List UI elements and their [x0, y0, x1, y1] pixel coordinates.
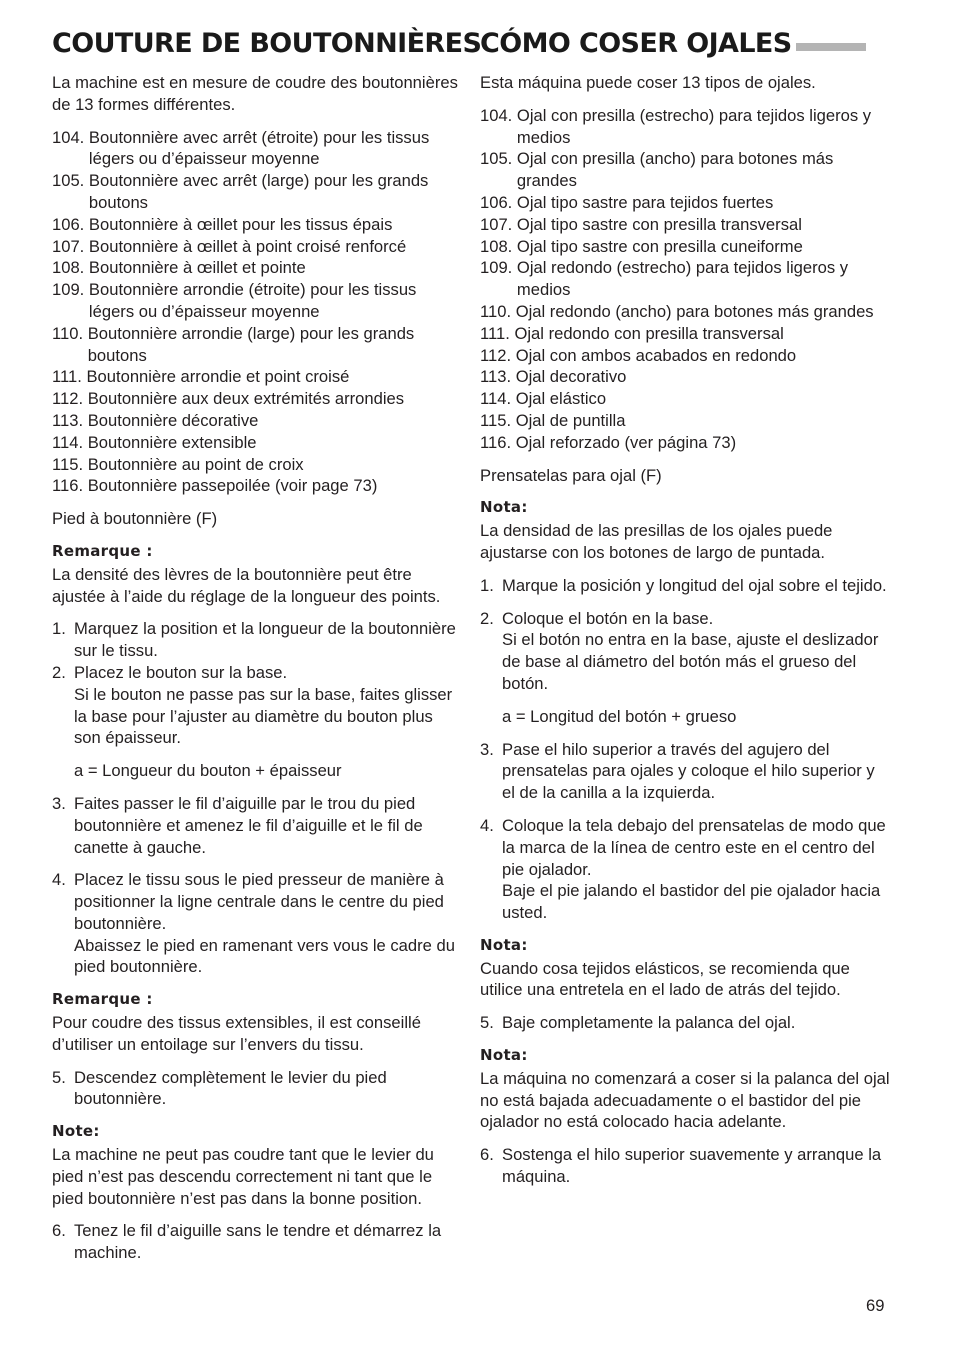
step-text: Sostenga el hilo superior suavemente y arranque la máquina. — [502, 1145, 882, 1187]
note-text: La machine ne peut pas coudre tant que le levier du pied n’est pas descendu correctement ni tant que le pied boutonnière n’est pas dans la bonne position. — [52, 1145, 434, 1208]
heading-bar — [796, 43, 866, 51]
list-item — [52, 366, 462, 388]
item-text: Boutonnière avec arrêt (étroite) pour les tissus légers ou d’épaisseur moyenne — [88, 127, 430, 169]
note-text: Pour coudre des tissus extensibles, il est conseillé d’utiliser un entoilage sur l’envers du tissu. — [52, 1013, 421, 1054]
step-1 — [52, 618, 462, 662]
item-number: 106. — [52, 214, 89, 234]
spanish-intro: Esta máquina puede coser 13 tipos de ojales. — [480, 73, 816, 92]
list-item — [52, 170, 462, 214]
item-number: 105. — [480, 149, 517, 169]
item-text: Ojal tipo sastre para tejidos fuertes — [516, 192, 774, 212]
item-text: Ojal con presilla (estrecho) para tejidos ligeros y medios — [516, 105, 872, 147]
spanish-steps-continued — [480, 1012, 892, 1034]
list-item — [52, 410, 462, 432]
step-number: 1. — [52, 619, 66, 639]
item-number: 107. — [480, 214, 517, 234]
step-text: Coloque el botón en la base. — [502, 608, 714, 628]
item-number: 115. — [480, 410, 516, 430]
item-number: 109. — [52, 280, 89, 300]
item-number: 105. — [52, 171, 89, 191]
french-note-density — [52, 541, 462, 607]
list-item — [52, 236, 462, 258]
list-item — [480, 323, 892, 345]
note-title: Note: — [52, 1122, 100, 1141]
step-detail: Abaissez le pied en ramenant vers vous le cadre du pied boutonnière. — [74, 935, 455, 977]
list-item — [480, 432, 892, 454]
item-text: Ojal tipo sastre con presilla transversal — [516, 214, 802, 234]
step-text: Faites passer le fil d’aiguille par le trou du pied boutonnière et amenez le fil d’aiguille et le fil de canette à gauche. — [74, 793, 423, 857]
item-number: 112. — [52, 389, 88, 409]
french-heading: COUTURE DE BOUTONNIÈRES — [52, 28, 482, 60]
french-note-stretch — [52, 989, 462, 1055]
item-number: 111. — [480, 323, 515, 343]
spanish-steps — [480, 575, 892, 924]
list-item — [52, 388, 462, 410]
item-text: Ojal redondo con presilla transversal — [514, 323, 784, 343]
step-formula: a = Longitud del botón + grueso — [502, 706, 737, 726]
french-intro: La machine est en mesure de coudre des boutonnières de 13 formes différentes. — [52, 73, 458, 114]
spanish-foot-label: Prensatelas para ojal (F) — [480, 465, 662, 485]
step-4 — [52, 869, 462, 978]
note-title: Nota: — [480, 498, 528, 517]
item-text: Ojal con ambos acabados en redondo — [515, 345, 797, 365]
step-number: 6. — [480, 1145, 494, 1165]
note-title: Nota: — [480, 1046, 528, 1065]
step-detail: Si le bouton ne passe pas sur la base, faites glisser la base pour l’ajuster au diamètre du bouton plus son épaisseur. — [74, 684, 453, 748]
list-item — [480, 214, 892, 236]
item-number: 114. — [480, 389, 516, 409]
list-item — [480, 192, 892, 214]
step-text: Tenez le fil d’aiguille sans le tendre et démarrez la machine. — [74, 1221, 442, 1263]
item-number: 109. — [480, 258, 517, 278]
item-text: Boutonnière arrondie (étroite) pour les tissus légers ou d’épaisseur moyenne — [88, 280, 417, 321]
list-item — [52, 454, 462, 476]
item-number: 113. — [480, 367, 516, 387]
item-text: Ojal elástico — [515, 389, 607, 409]
list-item — [52, 279, 462, 323]
step-text: Placez le tissu sous le pied presseur de manière à positionner la ligne centrale dans le centre du pied boutonnière. — [74, 870, 444, 933]
list-item — [480, 105, 892, 149]
item-text: Ojal reforzado (ver página 73) — [515, 432, 737, 452]
item-text: Ojal de puntilla — [515, 410, 626, 430]
item-text: Boutonnière arrondie et point croisé — [86, 367, 350, 387]
item-text: Boutonnière à œillet à point croisé renforcé — [88, 236, 407, 256]
step-5 — [480, 1012, 892, 1034]
note-text: La densidad de las presillas de los ojales puede ajustarse con los botones de largo de puntada. — [480, 521, 833, 562]
item-text: Ojal redondo (estrecho) para tejidos ligeros y medios — [516, 258, 849, 300]
list-item — [480, 236, 892, 258]
note-text: Cuando cosa tejidos elásticos, se recomienda que utilice una entretela en el lado de atrás del tejido. — [480, 958, 850, 1000]
french-foot-label: Pied à boutonnière (F) — [52, 509, 218, 529]
spanish-heading: CÓMO COSER OJALES — [480, 28, 792, 60]
step-detail: Si el botón no entra en la base, ajuste el deslizador de base al diámetro del botón más el grueso del botón. — [502, 630, 879, 693]
step-6 — [480, 1144, 892, 1188]
item-text: Boutonnière décorative — [87, 410, 259, 430]
step-detail: Baje el pie jalando el bastidor del pie ojalador hacia usted. — [502, 881, 881, 923]
item-number: 115. — [52, 454, 88, 474]
item-text: Boutonnière avec arrêt (large) pour les grands boutons — [88, 171, 429, 212]
french-column — [52, 28, 482, 1275]
item-text: Ojal con presilla (ancho) para botones más grandes — [516, 149, 834, 191]
step-text: Marquez la position et la longueur de la boutonnière sur le tissu. — [74, 619, 456, 661]
item-text: Boutonnière au point de croix — [87, 454, 304, 474]
list-item — [480, 257, 892, 301]
step-text: Baje completamente la palanca del ojal. — [502, 1013, 796, 1033]
spanish-note-lever — [480, 1045, 892, 1133]
item-text: Ojal decorativo — [515, 367, 627, 387]
list-item — [480, 345, 892, 367]
item-text: Ojal tipo sastre con presilla cuneiforme — [516, 236, 803, 256]
note-title: Remarque : — [52, 990, 153, 1009]
spanish-buttonhole-list — [480, 105, 892, 454]
item-number: 116. — [52, 476, 88, 496]
step-1 — [480, 575, 892, 597]
item-number: 108. — [480, 236, 517, 256]
spanish-steps-final — [480, 1144, 892, 1188]
french-steps — [52, 618, 462, 978]
item-number: 112. — [480, 345, 516, 365]
step-number: 1. — [480, 575, 494, 595]
step-4 — [480, 815, 892, 924]
item-number: 114. — [52, 432, 88, 452]
list-item — [480, 388, 892, 410]
step-number: 3. — [52, 793, 66, 813]
item-text: Boutonnière à œillet et pointe — [88, 258, 306, 278]
note-title: Nota: — [480, 935, 528, 954]
item-number: 106. — [480, 192, 517, 212]
list-item — [480, 148, 892, 192]
note-text: La densité des lèvres de la boutonnière peut être ajustée à l’aide du réglage de la longueur des points. — [52, 564, 441, 606]
list-item — [52, 475, 462, 497]
step-text: Coloque la tela debajo del prensatelas de modo que la marca de la línea de centro este en el centro del pie ojalador. — [502, 815, 886, 879]
spanish-column — [480, 28, 892, 1199]
list-item — [52, 127, 462, 171]
spanish-note-density — [480, 497, 892, 563]
list-item — [480, 410, 892, 432]
item-number: 111. — [52, 367, 87, 387]
item-text: Boutonnière à œillet pour les tissus épais — [88, 214, 393, 234]
french-buttonhole-list — [52, 127, 462, 498]
step-number: 6. — [52, 1221, 66, 1241]
step-number: 5. — [52, 1067, 66, 1087]
item-number: 110. — [480, 301, 516, 321]
step-text: Descendez complètement le levier du pied boutonnière. — [74, 1067, 387, 1109]
item-text: Boutonnière aux deux extrémités arrondies — [87, 389, 405, 409]
step-number: 2. — [52, 662, 66, 682]
item-number: 107. — [52, 236, 89, 256]
step-text: Pase el hilo superior a través del agujero del prensatelas para ojales y coloque el hilo superior y el de la canilla a la izquierda. — [502, 739, 875, 803]
item-number: 104. — [480, 105, 517, 125]
list-item — [52, 432, 462, 454]
spanish-note-stretch — [480, 935, 892, 1001]
french-steps-continued — [52, 1067, 462, 1111]
spanish-heading-row — [480, 28, 892, 60]
item-text: Boutonnière arrondie (large) pour les grands boutons — [87, 323, 415, 365]
list-item — [480, 366, 892, 388]
item-number: 104. — [52, 127, 89, 147]
item-text: Ojal redondo (ancho) para botones más grandes — [515, 301, 874, 321]
step-3 — [52, 793, 462, 858]
step-number: 3. — [480, 739, 494, 759]
note-title: Remarque : — [52, 541, 153, 560]
step-number: 4. — [480, 815, 494, 835]
french-note-lever — [52, 1121, 462, 1209]
step-formula: a = Longueur du bouton + épaisseur — [74, 761, 342, 781]
step-2 — [480, 608, 892, 728]
list-item — [52, 323, 462, 367]
item-text: Boutonnière extensible — [87, 432, 257, 452]
french-heading-row — [52, 28, 482, 60]
step-5 — [52, 1067, 462, 1111]
item-number: 110. — [52, 323, 88, 343]
step-3 — [480, 739, 892, 804]
list-item — [52, 214, 462, 236]
step-6 — [52, 1220, 462, 1264]
french-steps-final — [52, 1220, 462, 1264]
step-text: Placez le bouton sur la base. — [74, 662, 288, 682]
list-item — [480, 301, 892, 323]
step-2 — [52, 662, 462, 782]
item-text: Boutonnière passepoilée (voir page 73) — [87, 476, 378, 496]
step-text: Marque la posición y longitud del ojal sobre el tejido. — [502, 575, 887, 595]
item-number: 113. — [52, 410, 88, 430]
step-number: 5. — [480, 1013, 494, 1033]
item-number: 116. — [480, 432, 516, 452]
step-number: 2. — [480, 608, 494, 628]
note-text: La máquina no comenzará a coser si la palanca del ojal no está bajada adecuadamente o el bastidor del pie ojalador no está colocado hacia adelante. — [480, 1068, 890, 1132]
list-item — [52, 257, 462, 279]
step-number: 4. — [52, 870, 66, 890]
item-number: 108. — [52, 258, 89, 278]
page-number: 69 — [866, 1296, 885, 1315]
